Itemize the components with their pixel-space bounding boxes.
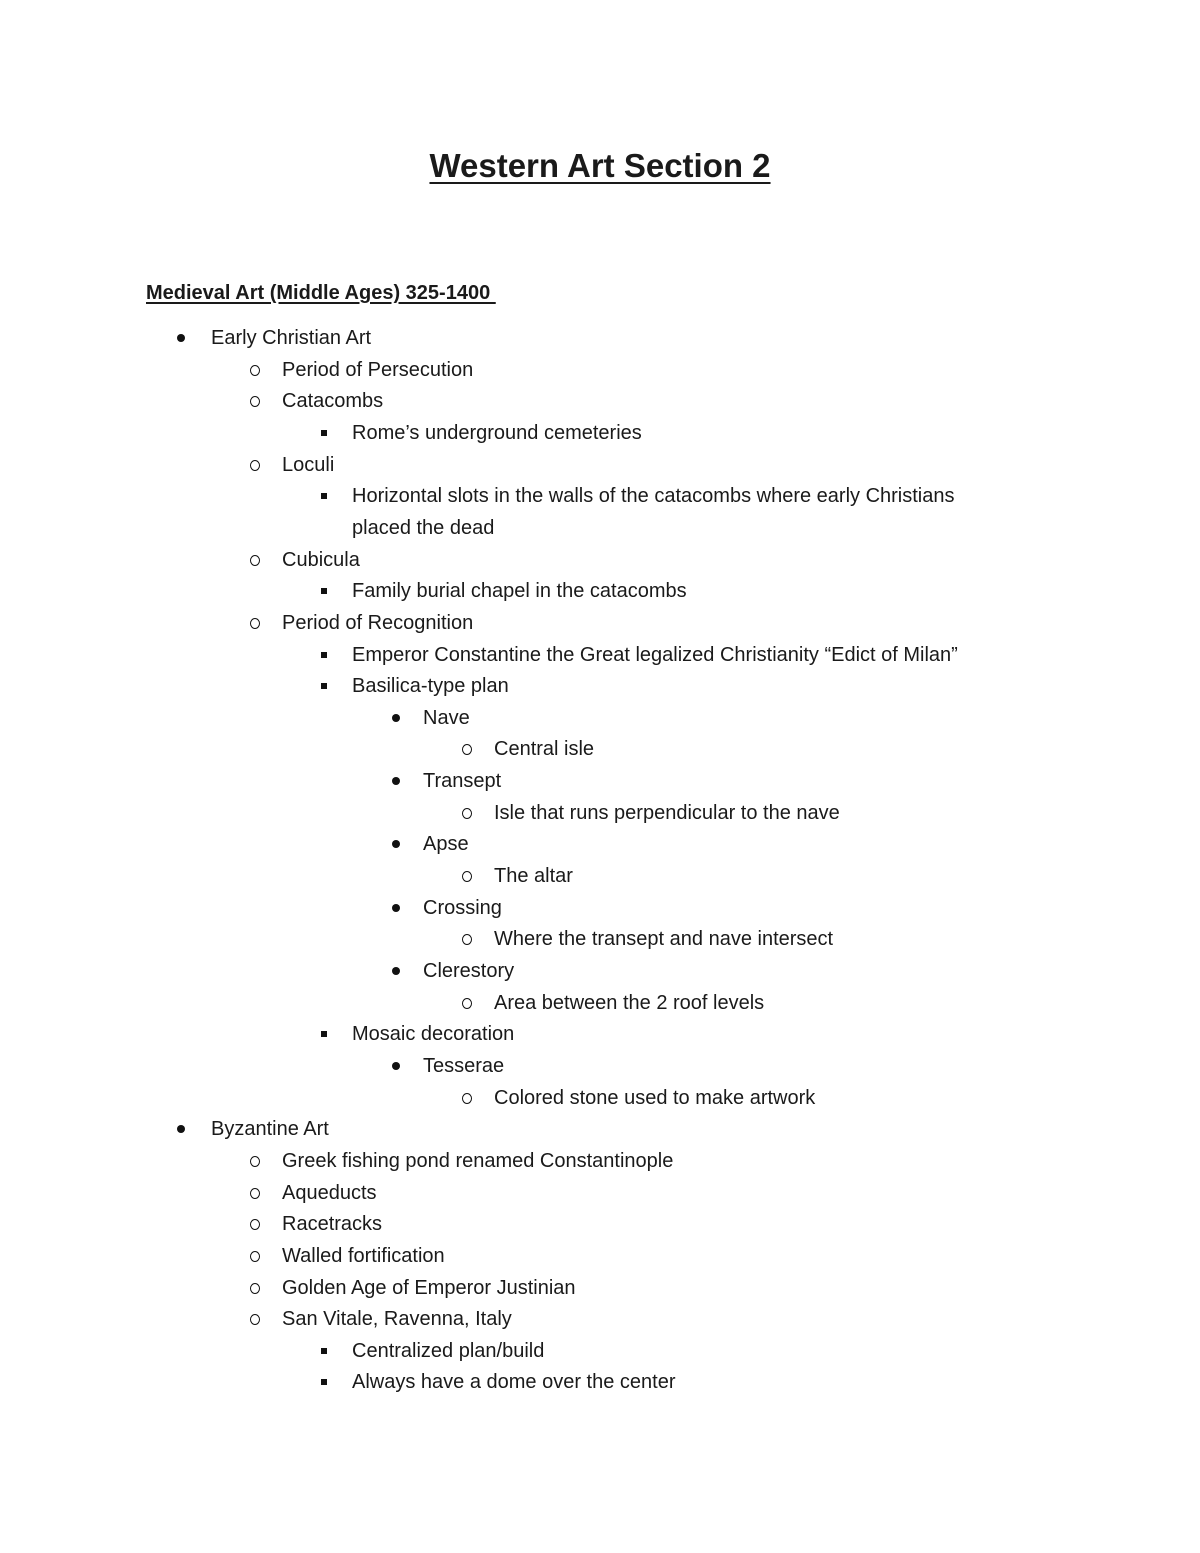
outline-item-text: Aqueducts (282, 1181, 377, 1204)
outline-item-text: Byzantine Art (211, 1118, 329, 1141)
outline-item-text: Colored stone used to make artwork (494, 1086, 816, 1109)
outline-item-text: Period of Persecution (282, 358, 474, 381)
outline-item-text: Nave (423, 706, 470, 729)
outline-item-text: Always have a dome over the center (352, 1371, 676, 1394)
outline-item (0, 481, 1200, 544)
outline-item (0, 1241, 1200, 1272)
outline-item-text: Apse (423, 833, 469, 856)
outline-item (0, 1336, 1200, 1367)
outline-item (0, 766, 1200, 797)
outline-item (0, 450, 1200, 481)
outline-item (0, 861, 1200, 892)
outline-item-text: Catacombs (282, 390, 384, 413)
outline-item-text: Racetracks (282, 1213, 383, 1236)
outline-item (0, 1304, 1200, 1335)
outline-item (0, 1178, 1200, 1209)
outline-item-text: Golden Age of Emperor Justinian (282, 1276, 576, 1299)
outline-item-line: placed the dead (352, 516, 495, 539)
outline-item-text: Loculi (282, 453, 335, 476)
outline-item (0, 323, 1200, 354)
outline-item-text: Mosaic decoration (352, 1023, 515, 1046)
outline-item (0, 1367, 1200, 1398)
outline-item (0, 671, 1200, 702)
outline-item (0, 608, 1200, 639)
outline-item (0, 418, 1200, 449)
document-title: Western Art Section 2 (429, 147, 771, 184)
outline-item-text: Centralized plan/build (352, 1339, 545, 1362)
outline-item (0, 1083, 1200, 1114)
outline-item-text: Walled fortification (282, 1244, 445, 1267)
outline-item (0, 1114, 1200, 1145)
outline-item-text: Crossing (423, 896, 502, 919)
outline-item-text: Rome’s underground cemeteries (352, 421, 642, 444)
outline-item (0, 703, 1200, 734)
outline-item (0, 734, 1200, 765)
outline-item-text: Period of Recognition (282, 611, 474, 634)
outline-item-text: Clerestory (423, 960, 515, 982)
outline-item (0, 640, 1200, 671)
outline-item-text: The altar (494, 865, 573, 888)
outline-item-text: Area between the 2 roof levels (494, 991, 765, 1014)
outline-item-line: Horizontal slots in the walls of the catacombs where early Christians (352, 485, 955, 508)
outline-item (0, 545, 1200, 576)
outline-item-text: Basilica-type plan (352, 675, 509, 698)
outline-item (0, 988, 1200, 1019)
outline-item (0, 798, 1200, 829)
outline-item (0, 1051, 1200, 1082)
section-heading: Medieval Art (Middle Ages) 325-1400 (146, 282, 496, 304)
outline-item (0, 1146, 1200, 1177)
outline-item-text: Cubicula (282, 548, 360, 571)
outline-item (0, 386, 1200, 417)
outline-item (0, 829, 1200, 860)
outline-item (0, 355, 1200, 386)
outline-item-text: Central isle (494, 738, 595, 761)
outline-item-text: Emperor Constantine the Great legalized Christianity “Edict of Milan” (352, 643, 958, 666)
outline-item (0, 1273, 1200, 1304)
outline-item-text: Greek fishing pond renamed Constantinople (282, 1149, 674, 1172)
outline-item-text: Isle that runs perpendicular to the nave (494, 801, 840, 824)
outline-item-text: San Vitale, Ravenna, Italy (282, 1308, 512, 1331)
outline-item (0, 1019, 1200, 1050)
outline-item (0, 924, 1200, 955)
outline-item (0, 1209, 1200, 1240)
outline-item-text: Tesserae (423, 1054, 505, 1077)
outline-item-text: Where the transept and nave intersect (494, 928, 834, 951)
outline-item (0, 576, 1200, 607)
outline-item-text: Early Christian Art (211, 327, 372, 349)
outline-item-text: Transept (423, 770, 502, 793)
outline-item-text: Family burial chapel in the catacombs (352, 580, 687, 603)
outline-item (0, 893, 1200, 924)
outline-item (0, 956, 1200, 987)
outline-item-text (352, 481, 954, 544)
